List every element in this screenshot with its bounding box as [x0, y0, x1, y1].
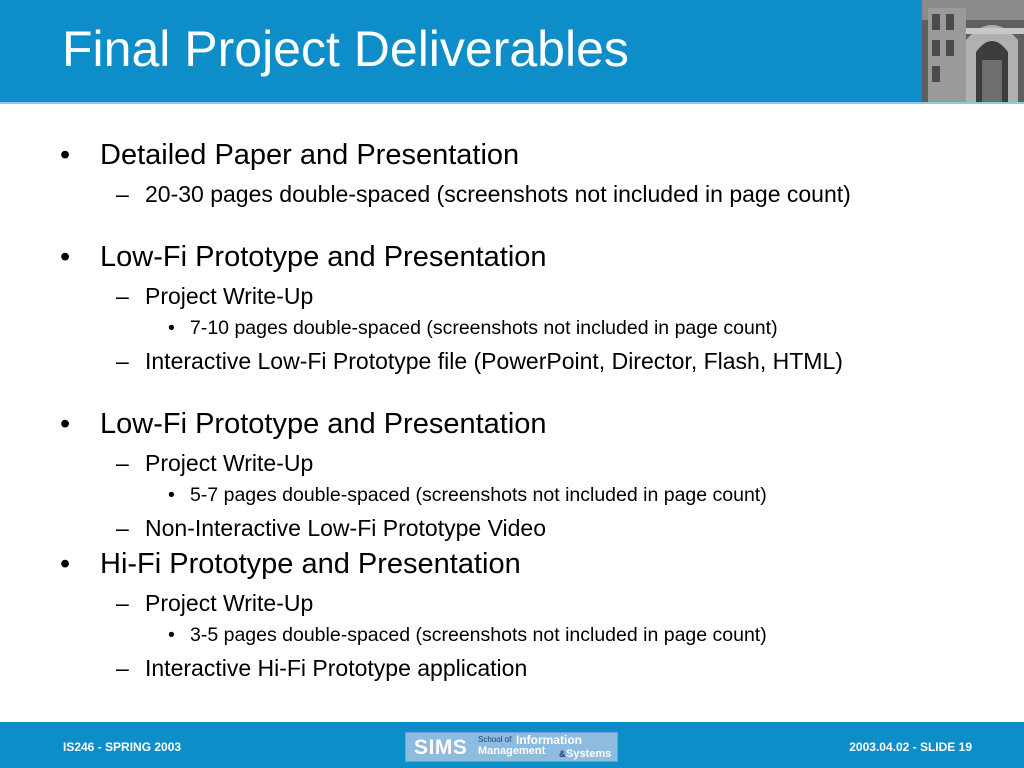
list-item-text: Project Write-Up — [145, 283, 314, 309]
list-item-text: Project Write-Up — [145, 590, 314, 616]
list-item-text: 5-7 pages double-spaced (screenshots not included in page count) — [190, 484, 767, 506]
bullet-marker: • — [60, 241, 71, 273]
bullet-marker: • — [60, 408, 71, 440]
list-item-text: Interactive Low-Fi Prototype file (PowerPoint, Director, Flash, HTML) — [145, 348, 843, 374]
slide-footer — [0, 722, 1024, 768]
slide-title: Final Project Deliverables — [62, 21, 629, 77]
logo-management-text: Management — [478, 745, 546, 757]
list-item-text: Low-Fi Prototype and Presentation — [100, 241, 547, 273]
dash-marker: – — [116, 590, 129, 616]
list-item-text: 20-30 pages double-spaced (screenshots not included in page count) — [145, 181, 851, 207]
dash-marker: – — [116, 181, 129, 207]
sims-logo — [405, 732, 618, 762]
logo-ampersand: & — [559, 749, 566, 759]
list-item-text: 3-5 pages double-spaced (screenshots not included in page count) — [190, 624, 767, 646]
logo-information-text: Information — [516, 733, 582, 747]
bullet-marker: • — [168, 484, 175, 506]
bullet-marker: • — [168, 624, 175, 646]
list-item-text: 7-10 pages double-spaced (screenshots not included in page count) — [190, 317, 778, 339]
bullet-marker: • — [60, 548, 71, 580]
dash-marker: – — [116, 450, 129, 476]
list-item-text: Non-Interactive Low-Fi Prototype Video — [145, 515, 546, 541]
course-label: IS246 - SPRING 2003 — [63, 740, 182, 754]
dash-marker: – — [116, 515, 129, 541]
dash-marker: – — [116, 655, 129, 681]
bullet-marker: • — [168, 317, 175, 339]
logo-sims-text: SIMS — [414, 736, 468, 759]
logo-systems-text: Systems — [566, 748, 612, 760]
dash-marker: – — [116, 283, 129, 309]
list-item-text: Project Write-Up — [145, 450, 314, 476]
list-item-text: Hi-Fi Prototype and Presentation — [100, 548, 521, 580]
list-item-text: Low-Fi Prototype and Presentation — [100, 408, 547, 440]
list-item-text: Interactive Hi-Fi Prototype application — [145, 655, 528, 681]
list-item-text: Detailed Paper and Presentation — [100, 139, 520, 171]
slide-number-label: 2003.04.02 - SLIDE 19 — [849, 740, 972, 754]
bullet-marker: • — [60, 139, 71, 171]
dash-marker: – — [116, 348, 129, 374]
logo-school-text: School of — [478, 735, 512, 744]
